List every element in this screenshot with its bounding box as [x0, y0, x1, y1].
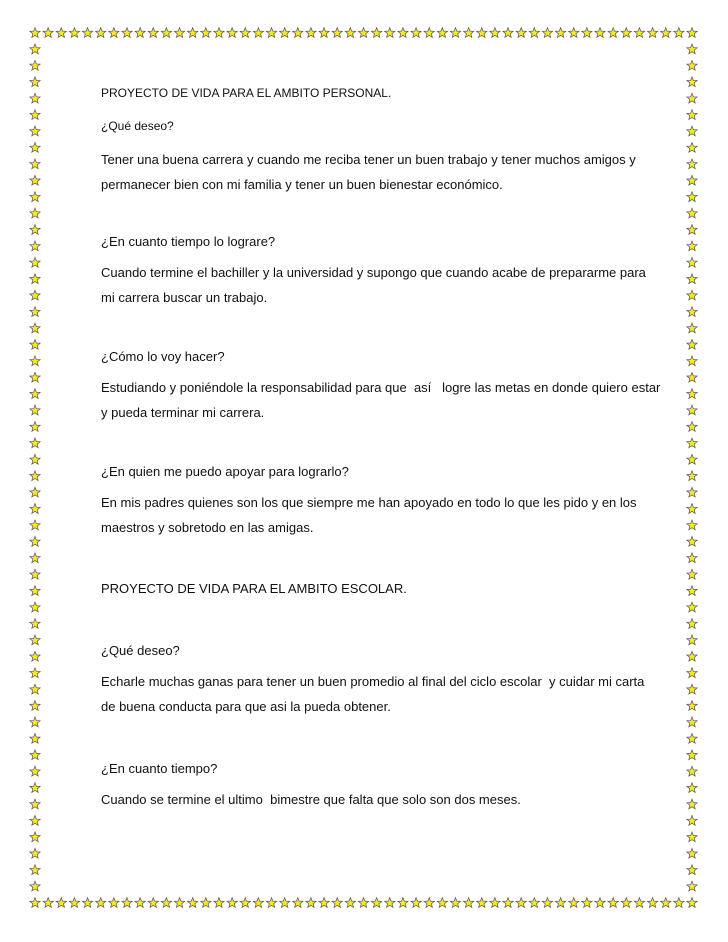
answer-how-personal: Estudiando y poniéndole la responsabilidad para que así logre las metas en donde quiero estar y pueda terminar mi carrera. [101, 380, 668, 420]
border-star-icon [30, 504, 40, 514]
border-star-icon [437, 898, 447, 908]
border-star-icon [490, 28, 500, 38]
answer-what-desire-escolar: Echarle muchas ganas para tener un buen promedio al final del ciclo escolar y cuidar mi carta de buena conducta para que asi la pueda obtener. [101, 674, 649, 714]
border-star-icon [30, 536, 40, 546]
border-star-icon [490, 898, 500, 908]
border-star-icon [69, 898, 79, 908]
border-star-icon [437, 28, 447, 38]
border-star-icon [227, 898, 237, 908]
border-star-icon [634, 898, 644, 908]
border-star-icon [30, 208, 40, 218]
border-star-icon [30, 881, 40, 891]
border-star-icon [582, 28, 592, 38]
border-star-icon [555, 28, 565, 38]
border-star-icon [30, 454, 40, 464]
question-what-desire-escolar: ¿Qué deseo? [101, 643, 180, 658]
border-star-icon [266, 898, 276, 908]
border-star-icon [345, 898, 355, 908]
border-star-icon [477, 28, 487, 38]
border-star-icon [214, 898, 224, 908]
border-star-icon [306, 898, 316, 908]
border-star-icon [30, 471, 40, 481]
border-star-icon [30, 651, 40, 661]
border-star-icon [306, 28, 316, 38]
border-star-icon [122, 28, 132, 38]
border-star-icon [280, 28, 290, 38]
border-star-icon [621, 898, 631, 908]
border-star-icon [463, 898, 473, 908]
border-star-icon [450, 28, 460, 38]
border-star-icon [608, 898, 618, 908]
border-star-icon [687, 241, 697, 251]
border-star-icon [687, 192, 697, 202]
border-star-icon [687, 159, 697, 169]
border-star-icon [661, 898, 671, 908]
border-star-icon [555, 898, 565, 908]
border-star-icon [30, 438, 40, 448]
border-star-icon [96, 898, 106, 908]
border-star-icon [30, 175, 40, 185]
border-star-icon [385, 898, 395, 908]
border-star-icon [280, 898, 290, 908]
border-star-icon [30, 717, 40, 727]
border-star-icon [687, 323, 697, 333]
border-star-icon [687, 504, 697, 514]
border-star-icon [30, 619, 40, 629]
section-heading-personal: PROYECTO DE VIDA PARA EL AMBITO PERSONAL. [101, 86, 392, 100]
border-star-icon [398, 898, 408, 908]
border-star-icon [687, 126, 697, 136]
border-star-icon [109, 28, 119, 38]
border-star-icon [30, 783, 40, 793]
border-star-icon [161, 898, 171, 908]
border-star-icon [569, 28, 579, 38]
border-star-icon [398, 28, 408, 38]
border-star-icon [372, 28, 382, 38]
border-star-icon [266, 28, 276, 38]
border-star-icon [687, 783, 697, 793]
border-star-icon [687, 832, 697, 842]
border-star-icon [253, 898, 263, 908]
border-star-icon [30, 848, 40, 858]
border-star-icon [293, 898, 303, 908]
question-how-long-escolar: ¿En cuanto tiempo? [101, 761, 218, 776]
border-star-icon [253, 28, 263, 38]
border-star-icon [30, 192, 40, 202]
border-star-icon [30, 602, 40, 612]
border-star-icon [30, 307, 40, 317]
answer-what-desire-personal: Tener una buena carrera y cuando me reciba tener un buen trabajo y tener muchos amigos y permanecer bien con mi familia y tener un buen bienestar económico. [101, 152, 640, 192]
border-star-icon [411, 898, 421, 908]
border-star-icon [687, 422, 697, 432]
border-star-icon [161, 28, 171, 38]
section-heading-escolar: PROYECTO DE VIDA PARA EL AMBITO ESCOLAR. [101, 581, 407, 596]
border-star-icon [56, 898, 66, 908]
border-star-icon [542, 898, 552, 908]
border-star-icon [345, 28, 355, 38]
border-star-icon [687, 143, 697, 153]
border-star-icon [687, 28, 697, 38]
border-star-icon [687, 454, 697, 464]
border-star-icon [30, 799, 40, 809]
border-star-icon [30, 257, 40, 267]
border-star-icon [122, 898, 132, 908]
border-star-icon [201, 28, 211, 38]
border-star-icon [687, 684, 697, 694]
border-star-icon [30, 274, 40, 284]
border-star-icon [30, 110, 40, 120]
border-star-icon [30, 520, 40, 530]
border-star-icon [647, 28, 657, 38]
border-star-icon [30, 701, 40, 711]
border-star-icon [674, 898, 684, 908]
border-star-icon [319, 28, 329, 38]
border-star-icon [503, 28, 513, 38]
border-star-icon [687, 372, 697, 382]
border-star-icon [135, 898, 145, 908]
border-star-icon [214, 28, 224, 38]
answer-how-long-personal: Cuando termine el bachiller y la universidad y supongo que cuando acabe de prepararme para mi carrera buscar un trabajo. [101, 265, 650, 305]
border-star-icon [135, 28, 145, 38]
border-star-icon [358, 28, 368, 38]
border-star-icon [43, 28, 53, 38]
border-star-icon [463, 28, 473, 38]
border-star-icon [188, 28, 198, 38]
border-star-icon [687, 766, 697, 776]
border-star-icon [30, 766, 40, 776]
border-star-icon [687, 208, 697, 218]
border-star-icon [687, 405, 697, 415]
border-star-icon [687, 733, 697, 743]
border-star-icon [424, 898, 434, 908]
border-star-icon [542, 28, 552, 38]
border-star-icon [30, 553, 40, 563]
border-star-icon [30, 832, 40, 842]
border-star-icon [385, 28, 395, 38]
border-star-icon [188, 898, 198, 908]
border-star-icon [30, 241, 40, 251]
border-star-icon [634, 28, 644, 38]
border-star-icon [30, 569, 40, 579]
border-star-icon [687, 717, 697, 727]
answer-how-long-escolar: Cuando se termine el ultimo bimestre que falta que solo son dos meses. [101, 792, 521, 807]
border-star-icon [687, 471, 697, 481]
border-star-icon [30, 586, 40, 596]
border-star-icon [569, 898, 579, 908]
border-star-icon [30, 668, 40, 678]
border-star-icon [621, 28, 631, 38]
border-star-icon [674, 28, 684, 38]
border-star-icon [30, 487, 40, 497]
border-star-icon [687, 799, 697, 809]
border-star-icon [516, 28, 526, 38]
question-what-desire-personal: ¿Qué deseo? [101, 119, 174, 133]
border-star-icon [30, 60, 40, 70]
border-star-icon [687, 339, 697, 349]
border-star-icon [96, 28, 106, 38]
border-star-icon [687, 848, 697, 858]
border-star-icon [30, 898, 40, 908]
border-star-icon [529, 898, 539, 908]
border-star-icon [503, 898, 513, 908]
border-star-icon [687, 175, 697, 185]
border-star-icon [687, 569, 697, 579]
border-star-icon [687, 586, 697, 596]
border-star-icon [30, 143, 40, 153]
border-star-icon [148, 28, 158, 38]
border-star-icon [647, 898, 657, 908]
border-star-icon [687, 750, 697, 760]
border-star-icon [687, 619, 697, 629]
border-star-icon [30, 405, 40, 415]
border-star-icon [687, 44, 697, 54]
border-star-icon [148, 898, 158, 908]
border-star-icon [30, 750, 40, 760]
border-star-icon [687, 898, 697, 908]
border-star-icon [240, 28, 250, 38]
border-star-icon [687, 110, 697, 120]
border-star-icon [687, 307, 697, 317]
border-star-icon [687, 881, 697, 891]
border-star-icon [30, 290, 40, 300]
question-how-personal: ¿Cómo lo voy hacer? [101, 349, 225, 364]
border-star-icon [69, 28, 79, 38]
border-star-icon [687, 290, 697, 300]
border-star-icon [687, 77, 697, 87]
border-star-icon [30, 77, 40, 87]
border-star-icon [30, 339, 40, 349]
border-star-icon [82, 28, 92, 38]
border-star-icon [319, 898, 329, 908]
border-star-icon [687, 274, 697, 284]
border-star-icon [687, 257, 697, 267]
border-star-icon [687, 225, 697, 235]
border-star-icon [30, 422, 40, 432]
border-star-icon [687, 553, 697, 563]
border-star-icon [529, 28, 539, 38]
border-star-icon [174, 28, 184, 38]
border-star-icon [332, 28, 342, 38]
border-star-icon [109, 898, 119, 908]
border-star-icon [201, 898, 211, 908]
border-star-icon [450, 898, 460, 908]
border-star-icon [30, 356, 40, 366]
border-star-icon [687, 60, 697, 70]
border-star-icon [687, 816, 697, 826]
border-star-icon [687, 651, 697, 661]
border-star-icon [174, 898, 184, 908]
border-star-icon [30, 28, 40, 38]
border-star-icon [687, 602, 697, 612]
border-star-icon [687, 438, 697, 448]
border-star-icon [30, 126, 40, 136]
border-star-icon [595, 28, 605, 38]
border-star-icon [372, 898, 382, 908]
border-star-icon [227, 28, 237, 38]
border-star-icon [30, 865, 40, 875]
border-star-icon [293, 28, 303, 38]
border-star-icon [30, 733, 40, 743]
border-star-icon [687, 93, 697, 103]
border-star-icon [595, 898, 605, 908]
border-star-icon [240, 898, 250, 908]
border-star-icon [411, 28, 421, 38]
border-star-icon [30, 372, 40, 382]
border-star-icon [56, 28, 66, 38]
border-star-icon [687, 635, 697, 645]
border-star-icon [582, 898, 592, 908]
border-star-icon [661, 28, 671, 38]
border-star-icon [30, 635, 40, 645]
border-star-icon [687, 668, 697, 678]
border-star-icon [358, 898, 368, 908]
border-star-icon [30, 93, 40, 103]
border-star-icon [687, 356, 697, 366]
question-support-personal: ¿En quien me puedo apoyar para lograrlo? [101, 464, 349, 479]
border-star-icon [687, 520, 697, 530]
border-star-icon [687, 487, 697, 497]
border-star-icon [30, 816, 40, 826]
border-star-icon [30, 684, 40, 694]
border-star-icon [43, 898, 53, 908]
border-star-icon [82, 898, 92, 908]
border-star-icon [424, 28, 434, 38]
border-star-icon [516, 898, 526, 908]
border-star-icon [30, 323, 40, 333]
border-star-icon [608, 28, 618, 38]
border-star-icon [30, 159, 40, 169]
border-star-icon [30, 389, 40, 399]
border-star-icon [687, 865, 697, 875]
border-star-icon [687, 536, 697, 546]
border-star-icon [30, 44, 40, 54]
border-star-icon [477, 898, 487, 908]
border-star-icon [687, 701, 697, 711]
border-star-icon [30, 225, 40, 235]
answer-support-personal: En mis padres quienes son los que siempre me han apoyado en todo lo que les pido y en los maestros y sobretodo en las amigas. [101, 495, 641, 535]
border-star-icon [687, 389, 697, 399]
border-star-icon [332, 898, 342, 908]
question-how-long-personal: ¿En cuanto tiempo lo lograre? [101, 234, 276, 249]
